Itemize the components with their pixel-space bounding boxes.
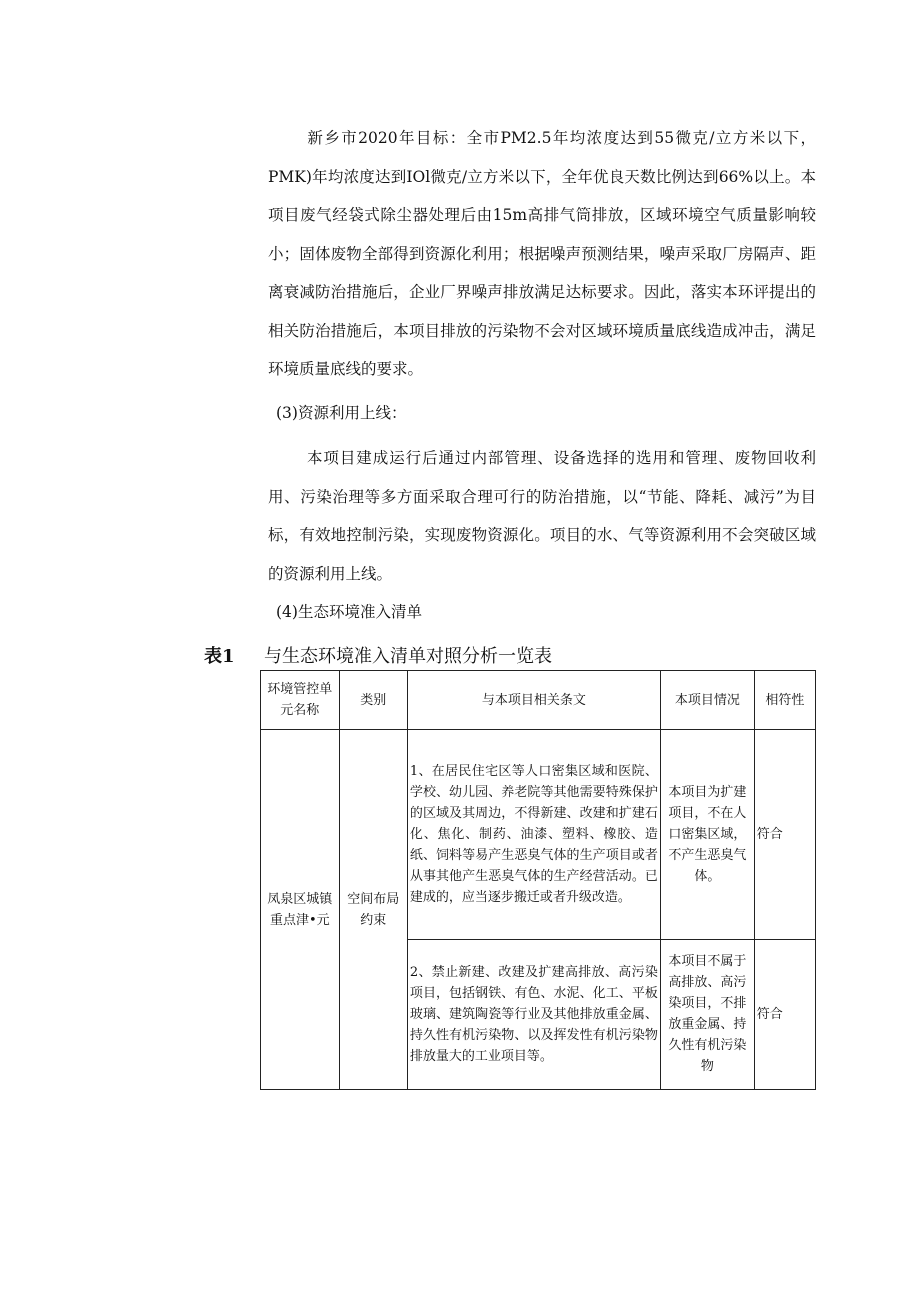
paragraph-resource-use [268,439,816,593]
clause-cell: 2、禁止新建、改建及扩建高排放、高污染项目，包括钢铁、有色、水泥、化工、平板玻璃、建筑陶瓷等行业及其他排放重金属、持久性有机污染物、以及挥发性有机污染物排放量大的工业项目等。 [407,939,660,1089]
category-cell: 空间布局约束 [339,730,407,1090]
clause-cell: 1、在居民住宅区等人口密集区域和医院、学校、幼儿园、养老院等其他需要特殊保护的区域及其周边，不得新建、改建和扩建石化、焦化、制药、油漆、塑料、橡胶、造纸、饲料等易产生恶臭气体的生产项目或者从事其他产生恶臭气体的生产经营活动。已建成的，应当逐步搬迁或者升级改造。 [407,730,660,940]
header-project-status: 本项目情况 [660,671,754,730]
header-category: 类别 [339,671,407,730]
header-compliance: 相符性 [754,671,815,730]
paragraph-text: 新乡市2020年目标：全市PM2.5年均浓度达到55微克/立方米以下，PMK)年均浓度达到IOl微克/立方米以下，全年优良天数比例达到66%以上。本项目废气经袋式除尘器处理后由15m高排气筒排放，区域环境空气质量影响较小；固体废物全部得到资源化利用；根据噪声预测结果，噪声采取厂房隔声、距离衰减防治措施后，企业厂界噪声排放满足达标要求。因此，落实本环评提出的相关防治措施后，本项目排放的污染物不会对区域环境质量底线造成冲击，满足环境质量底线的要求。 [268,129,816,378]
header-clause: 与本项目相关条文 [407,671,660,730]
table-number: 表1 [204,646,235,667]
paragraph-environment-quality [268,119,816,389]
heading-eco-access-list: (4)生态环境准入清单 [276,603,422,621]
table-header-row [261,671,816,730]
header-unit-name: 环境管控单元名称 [261,671,340,730]
heading-resource-limit: (3)资源利用上线： [276,404,407,422]
status-cell: 本项目不属于高排放、高污染项目，不排放重金属、持久性有机污染物 [660,939,754,1089]
table-row [261,730,816,940]
status-cell: 本项目为扩建项目，不在人口密集区域，不产生恶臭气体。 [660,730,754,940]
compliance-cell: 符合 [754,730,815,940]
unit-name-cell: 凤泉区城镇重点津•元 [261,730,340,1090]
eco-access-table [260,670,816,1090]
compliance-cell: 符合 [754,939,815,1089]
table-title: 与生态环境准入清单对照分析一览表 [264,646,552,667]
table-caption [204,645,552,669]
paragraph-text: 本项目建成运行后通过内部管理、设备选择的选用和管理、废物回收利用、污染治理等多方面采取合理可行的防治措施，以“节能、降耗、减污”为目标，有效地控制污染，实现废物资源化。项目的水、气等资源利用不会突破区域的资源利用上线。 [268,449,816,583]
